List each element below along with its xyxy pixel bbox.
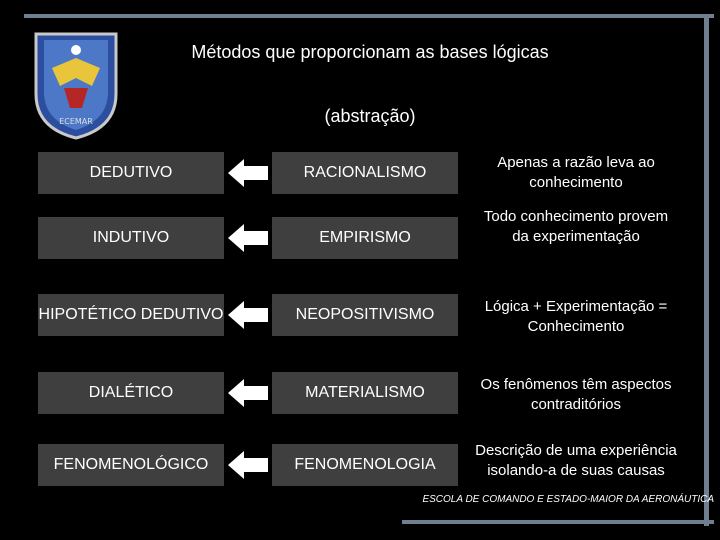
description-text: Todo conhecimento provem da experimentação [483, 208, 669, 245]
left-arrow-icon [228, 301, 268, 329]
right-stripe [704, 14, 709, 526]
school-box: NEOPOSITIVISMO [272, 294, 458, 336]
logo-text: ECEMAR [59, 117, 93, 126]
method-box: INDUTIVO [38, 217, 224, 259]
school-box: RACIONALISMO [272, 152, 458, 194]
method-box: DIALÉTICO [38, 372, 224, 414]
school-box: FENOMENOLOGIA [272, 444, 458, 486]
top-stripe [24, 14, 714, 18]
bottom-stripe [402, 520, 714, 524]
method-box: FENOMENOLÓGICO [38, 444, 224, 486]
left-arrow-icon [228, 224, 268, 252]
description-text: Lógica + Experimentação = Conhecimento [484, 298, 668, 335]
footer-text: ESCOLA DE COMANDO E ESTADO-MAIOR DA AERONÁUTICA [422, 494, 714, 505]
method-box: HIPOTÉTICO DEDUTIVO [38, 294, 224, 336]
left-arrow-icon [228, 451, 268, 479]
description-text: Apenas a razão leva ao conhecimento [497, 154, 655, 191]
school-box: EMPIRISMO [272, 217, 458, 259]
left-arrow-icon [228, 159, 268, 187]
slide-subtitle: (abstração) [324, 106, 416, 126]
left-arrow-icon [228, 379, 268, 407]
description-text: Os fenômenos têm aspectos contraditórios [480, 376, 672, 413]
slide-title: Métodos que proporcionam as bases lógicas [191, 42, 549, 62]
description-text: Descrição de uma experiência isolando-a de suas causas [475, 442, 677, 479]
ecemar-emblem [30, 28, 122, 140]
method-box: DEDUTIVO [38, 152, 224, 194]
school-box: MATERIALISMO [272, 372, 458, 414]
